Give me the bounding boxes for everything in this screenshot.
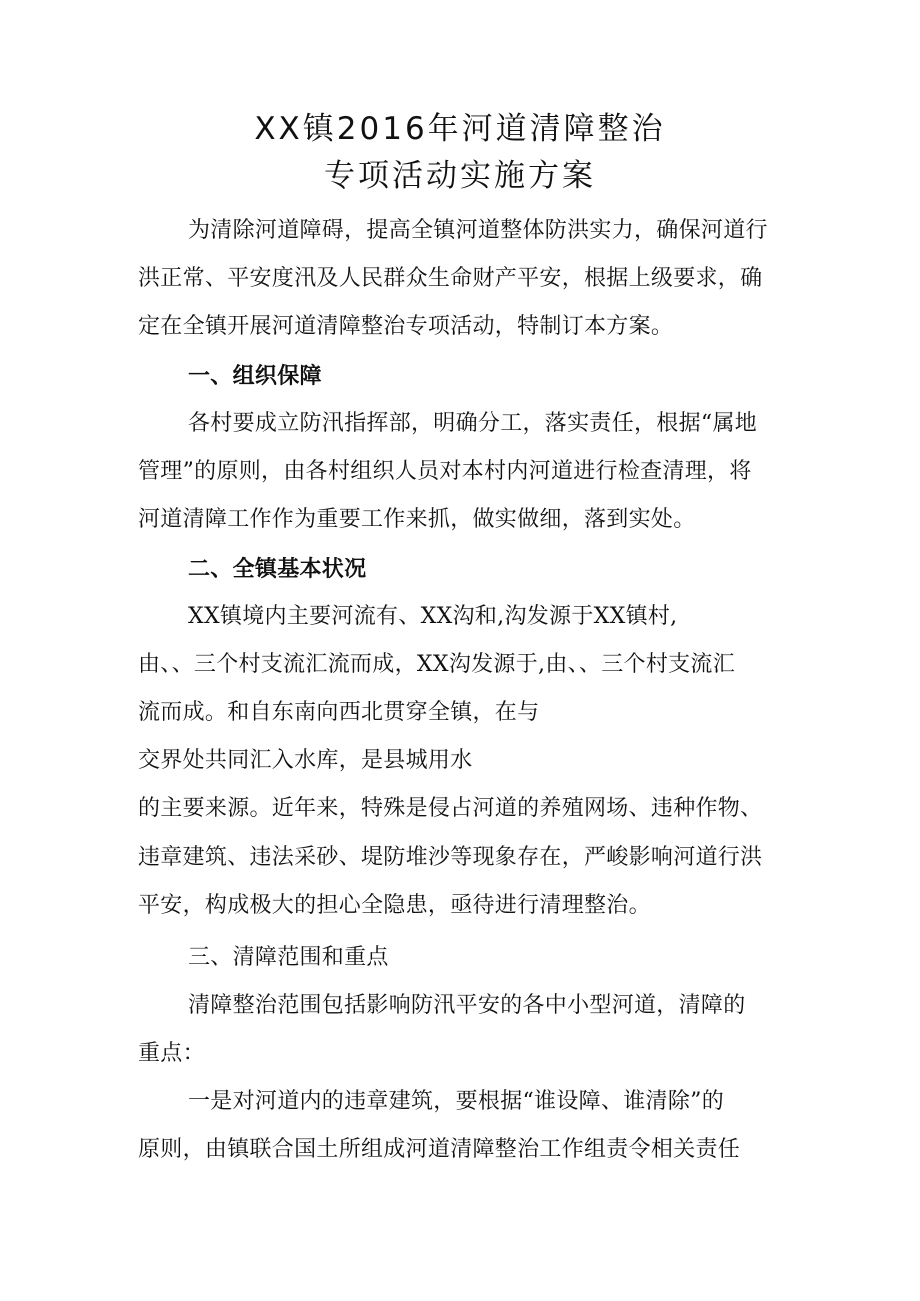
section-3-heading: 三、清障范围和重点 [188,945,389,970]
document-title-line-2: 专项活动实施方案 [324,158,596,194]
section-3-line-4: 原则，由镇联合国土所组成河道清障整治工作组责令相关责任 [138,1137,741,1162]
section-1-line-3: 河道清障工作作为重要工作来抓，做实做细，落到实处。 [138,507,696,532]
section-2-line-1: XX镇境内主要河流有、XX沟和,沟发源于XX镇村, [188,604,678,629]
document-title-line-1: XX镇2016年河道清障整治 [254,111,666,147]
section-2-line-3: 流而成。和自东南向西北贯穿全镇，在与 [138,700,540,725]
section-2-line-7: 平安，构成极大的担心全隐患，亟待进行清理整治。 [138,893,651,918]
section-2-line-5: 的主要来源。近年来，特殊是侵占河道的养殖网场、违种作物、 [138,796,763,821]
intro-line-1: 为清除河道障碍，提高全镇河道整体防洪实力，确保河道行 [188,218,768,243]
section-3-line-3: 一是对河道内的违章建筑，要根据“谁设障、谁清除”的 [188,1089,724,1114]
section-2-line-4: 交界处共同汇入水库，是县城用水 [138,748,473,773]
section-2-line-2: 由、、三个村支流汇流而成，XX沟发源于,由、、三个村支流汇 [138,652,736,677]
section-1-line-2: 管理”的原则，由各村组织人员对本村内河道进行检查清理，将 [138,459,752,484]
intro-line-3: 定在全镇开展河道清障整治专项活动，特制订本方案。 [138,314,674,339]
section-1-line-1: 各村要成立防汛指挥部，明确分工，落实责任，根据“属地 [188,411,758,436]
section-2-line-6: 违章建筑、违法采砂、堤防堆沙等现象存在，严峻影响河道行洪 [138,845,763,870]
intro-line-2: 洪正常、平安度汛及人民群众生命财产平安，根据上级要求，确 [138,266,763,291]
section-2-heading: 二、全镇基本状况 [188,556,367,582]
section-3-line-2: 重点： [138,1041,205,1066]
section-1-heading: 一、组织保障 [188,363,322,389]
section-3-line-1: 清障整治范围包括影响防汛平安的各中小型河道，清障的 [188,993,746,1018]
